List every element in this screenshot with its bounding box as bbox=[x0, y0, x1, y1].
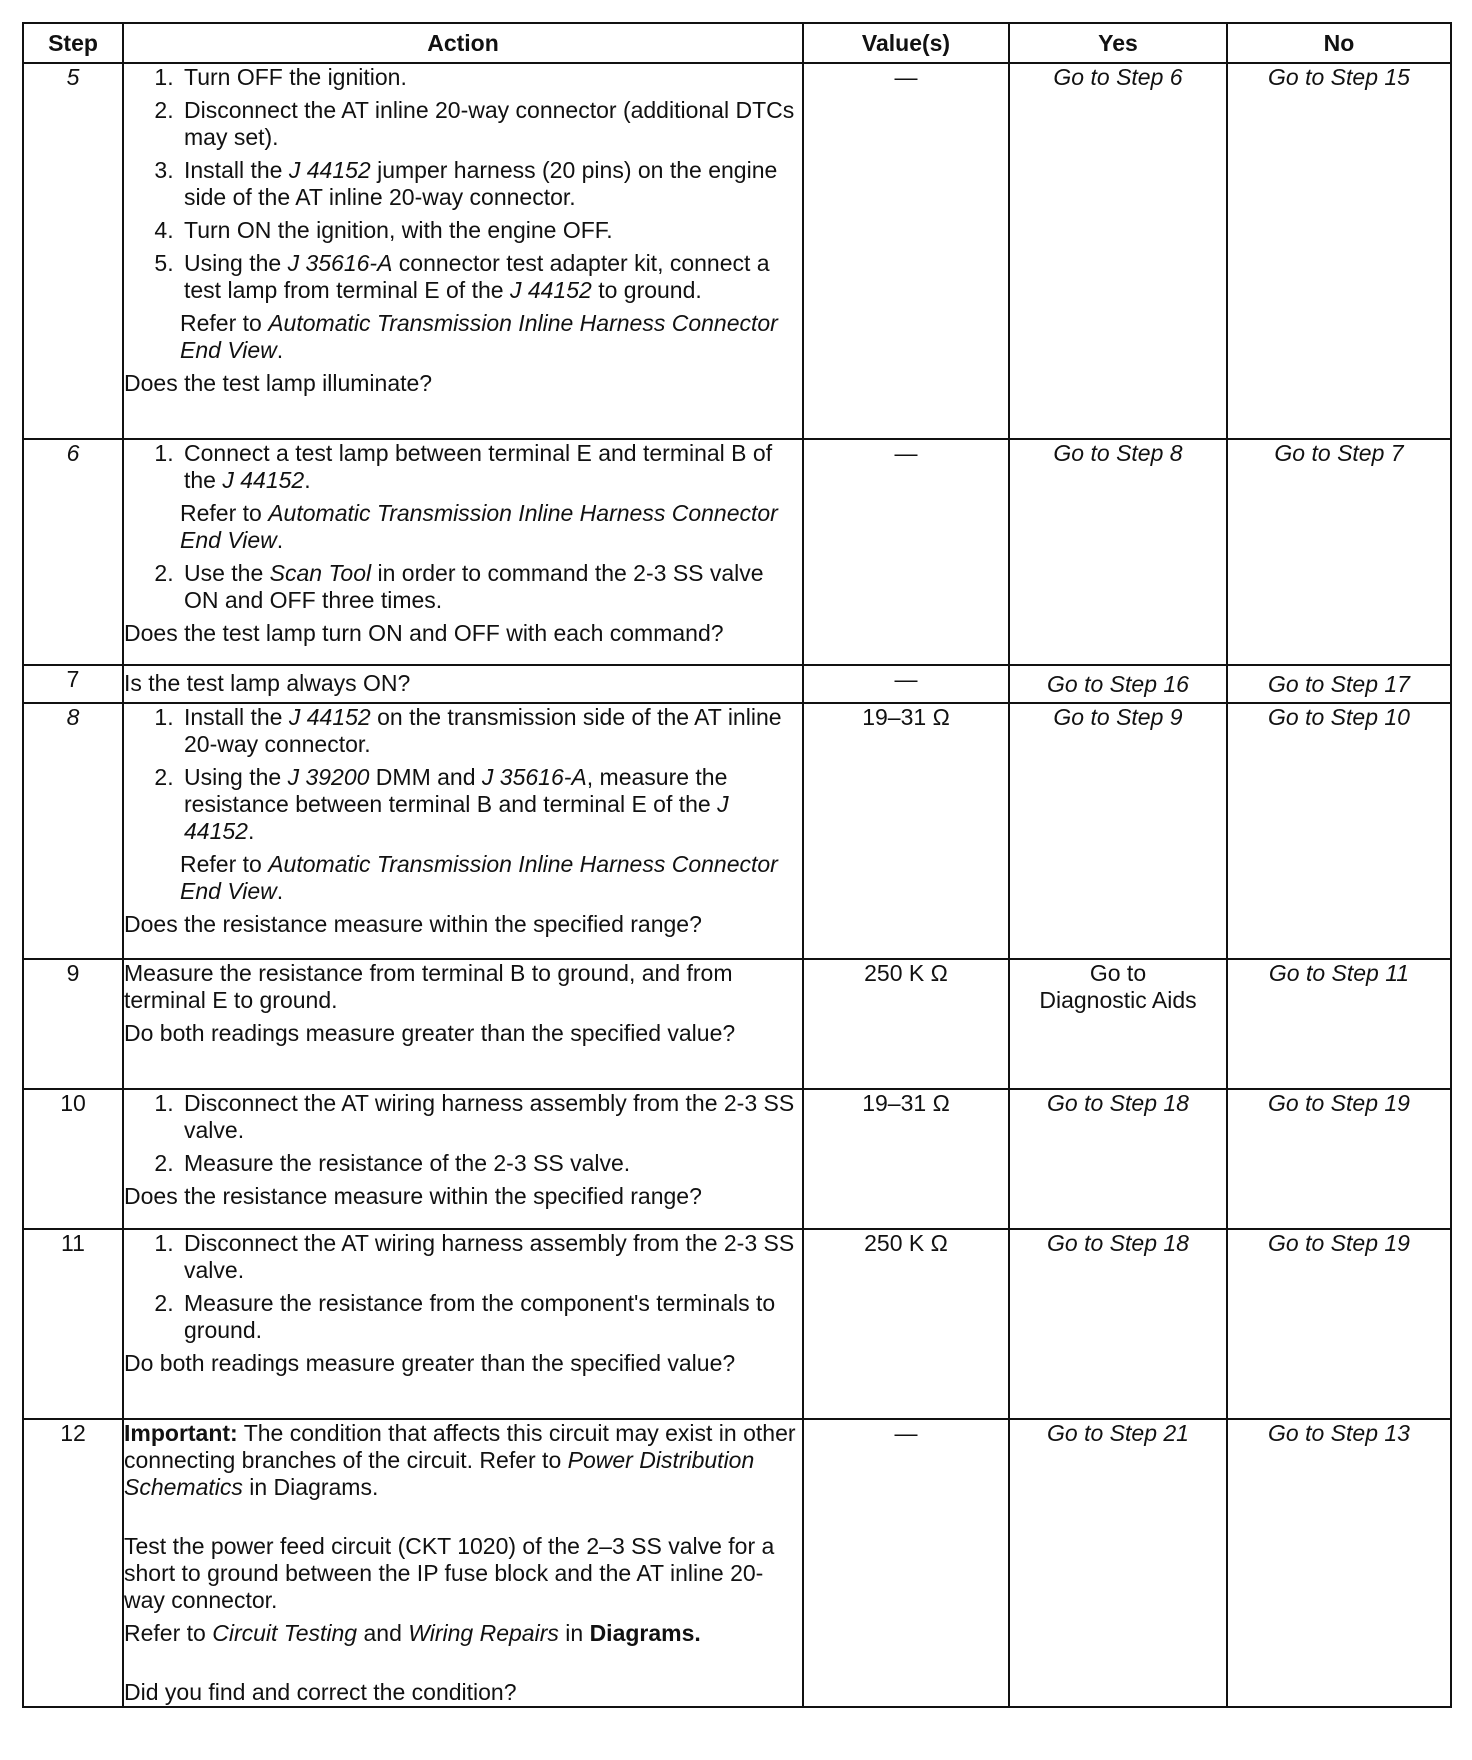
no-link[interactable]: Go to Step 13 bbox=[1227, 1419, 1451, 1707]
value-cell: 250 K Ω bbox=[803, 959, 1009, 1089]
step-number: 7 bbox=[23, 665, 123, 703]
no-link[interactable]: Go to Step 17 bbox=[1227, 665, 1451, 703]
action-cell bbox=[123, 1089, 803, 1229]
value-cell: 19–31 Ω bbox=[803, 703, 1009, 959]
step-number: 12 bbox=[23, 1419, 123, 1707]
action-list bbox=[124, 64, 802, 304]
list-item: 1. Disconnect the AT wiring harness assembly from the 2-3 SS valve. bbox=[180, 1230, 802, 1284]
question-text: Do both readings measure greater than the specified value? bbox=[124, 1020, 736, 1046]
header-no: No bbox=[1227, 23, 1451, 63]
header-step: Step bbox=[23, 23, 123, 63]
no-link[interactable]: Go to Step 19 bbox=[1227, 1089, 1451, 1229]
action-text: Measure the resistance from terminal B to ground, and from terminal E to ground. bbox=[124, 960, 733, 1013]
no-link[interactable]: Go to Step 19 bbox=[1227, 1229, 1451, 1419]
question-text: Do both readings measure greater than the specified value? bbox=[124, 1350, 736, 1376]
reference-note: Refer to Circuit Testing and Wiring Repairs in Diagrams. bbox=[124, 1620, 701, 1646]
action-list bbox=[124, 440, 802, 494]
header-action: Action bbox=[123, 23, 803, 63]
action-list bbox=[124, 1090, 802, 1177]
no-link[interactable]: Go to Step 10 bbox=[1227, 703, 1451, 959]
action-list bbox=[124, 704, 802, 845]
step-number: 9 bbox=[23, 959, 123, 1089]
step-number: 10 bbox=[23, 1089, 123, 1229]
list-item: 1. Connect a test lamp between terminal E and terminal B of the J 44152. bbox=[180, 440, 802, 494]
list-item: 2. Measure the resistance of the 2-3 SS valve. bbox=[180, 1150, 802, 1177]
action-cell bbox=[123, 63, 803, 439]
header-yes: Yes bbox=[1009, 23, 1227, 63]
header-values: Value(s) bbox=[803, 23, 1009, 63]
list-item: 3. Install the J 44152 jumper harness (20 pins) on the engine side of the AT inline 20-way connector. bbox=[180, 157, 802, 211]
yes-link[interactable]: Go to Step 18 bbox=[1009, 1229, 1227, 1419]
important-note: Important: The condition that affects this circuit may exist in other connecting branches of the circuit. Refer to Power Distribution Schematics in Diagrams. bbox=[124, 1420, 796, 1500]
step-number: 5 bbox=[23, 63, 123, 439]
question-text: Is the test lamp always ON? bbox=[123, 665, 803, 703]
list-item: 1. Disconnect the AT wiring harness assembly from the 2-3 SS valve. bbox=[180, 1090, 802, 1144]
question-text: Does the resistance measure within the specified range? bbox=[124, 1183, 702, 1209]
table-row bbox=[23, 63, 1451, 439]
yes-link[interactable]: Go to Step 6 bbox=[1009, 63, 1227, 439]
list-item: 1. Install the J 44152 on the transmission side of the AT inline 20-way connector. bbox=[180, 704, 802, 758]
value-cell: 19–31 Ω bbox=[803, 1089, 1009, 1229]
action-cell bbox=[123, 703, 803, 959]
no-link[interactable]: Go to Step 7 bbox=[1227, 439, 1451, 665]
table-row bbox=[23, 439, 1451, 665]
no-link[interactable]: Go to Step 15 bbox=[1227, 63, 1451, 439]
question-text: Does the test lamp turn ON and OFF with each command? bbox=[124, 620, 724, 646]
table-row bbox=[23, 665, 1451, 703]
step-number: 11 bbox=[23, 1229, 123, 1419]
question-text: Did you find and correct the condition? bbox=[124, 1679, 517, 1705]
yes-link[interactable]: Go to Step 16 bbox=[1009, 665, 1227, 703]
value-cell: — bbox=[803, 63, 1009, 439]
action-cell bbox=[123, 1229, 803, 1419]
reference-note: Refer to Automatic Transmission Inline Harness Connector End View. bbox=[180, 851, 778, 904]
no-link[interactable]: Go to Step 11 bbox=[1227, 959, 1451, 1089]
reference-note: Refer to Automatic Transmission Inline Harness Connector End View. bbox=[180, 310, 778, 363]
yes-link[interactable]: Go to Diagnostic Aids bbox=[1009, 959, 1227, 1089]
list-item: 4. Turn ON the ignition, with the engine OFF. bbox=[180, 217, 802, 244]
action-text: Test the power feed circuit (CKT 1020) of the 2–3 SS valve for a short to ground between the IP fuse block and the AT inline 20-way connector. bbox=[124, 1533, 775, 1613]
list-item: 2. Use the Scan Tool in order to command the 2-3 SS valve ON and OFF three times. bbox=[180, 560, 802, 614]
list-item: 2. Measure the resistance from the component's terminals to ground. bbox=[180, 1290, 802, 1344]
reference-note: Refer to Automatic Transmission Inline Harness Connector End View. bbox=[180, 500, 778, 553]
table-row bbox=[23, 1229, 1451, 1419]
table-row bbox=[23, 959, 1451, 1089]
header-row bbox=[23, 23, 1451, 63]
action-cell bbox=[123, 959, 803, 1089]
value-cell: — bbox=[803, 439, 1009, 665]
yes-link[interactable]: Go to Step 8 bbox=[1009, 439, 1227, 665]
yes-link[interactable]: Go to Step 18 bbox=[1009, 1089, 1227, 1229]
action-cell bbox=[123, 439, 803, 665]
list-item: 2. Disconnect the AT inline 20-way connector (additional DTCs may set). bbox=[180, 97, 802, 151]
action-list bbox=[124, 1230, 802, 1344]
action-cell bbox=[123, 1419, 803, 1707]
question-text: Does the resistance measure within the specified range? bbox=[124, 911, 702, 937]
diagnostic-table bbox=[22, 22, 1452, 1708]
step-number: 6 bbox=[23, 439, 123, 665]
table-row bbox=[23, 703, 1451, 959]
action-list bbox=[124, 560, 802, 614]
value-cell: 250 K Ω bbox=[803, 1229, 1009, 1419]
table-row bbox=[23, 1419, 1451, 1707]
value-cell: — bbox=[803, 1419, 1009, 1707]
question-text: Does the test lamp illuminate? bbox=[124, 370, 433, 396]
list-item: 1. Turn OFF the ignition. bbox=[180, 64, 802, 91]
yes-link[interactable]: Go to Step 9 bbox=[1009, 703, 1227, 959]
value-cell: — bbox=[803, 665, 1009, 703]
step-number: 8 bbox=[23, 703, 123, 959]
table-row bbox=[23, 1089, 1451, 1229]
list-item: 2. Using the J 39200 DMM and J 35616-A, measure the resistance between terminal B and terminal E of the J 44152. bbox=[180, 764, 802, 845]
yes-link[interactable]: Go to Step 21 bbox=[1009, 1419, 1227, 1707]
list-item: 5. Using the J 35616-A connector test adapter kit, connect a test lamp from terminal E of the J 44152 to ground. bbox=[180, 250, 802, 304]
